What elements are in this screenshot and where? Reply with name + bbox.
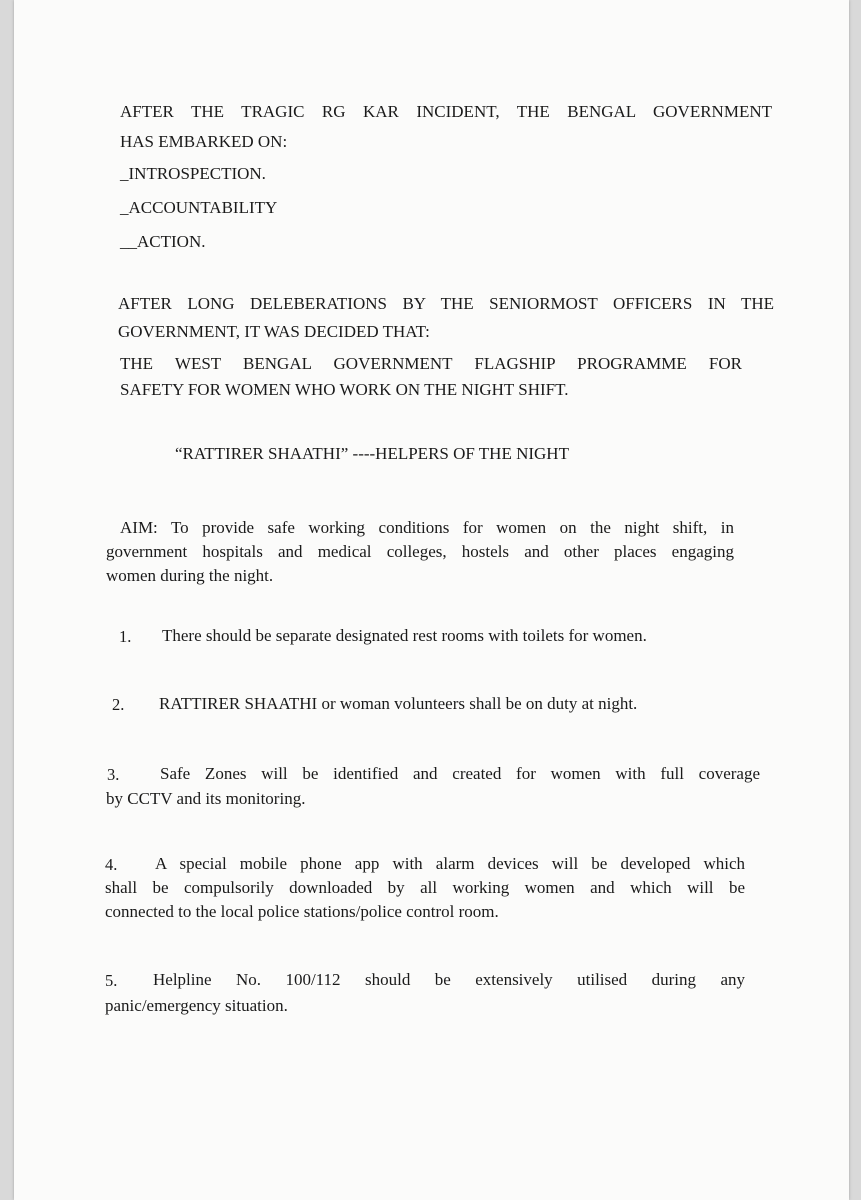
aim-line-3: women during the night. [106, 566, 274, 585]
point-1-text: There should be separate designated rest rooms with toilets for women. [162, 626, 647, 645]
point-5-number: 5. [105, 971, 118, 990]
step-introspection: _INTROSPECTION. [120, 164, 266, 183]
point-2-number: 2. [112, 695, 125, 714]
aim-line-2: government hospitals and medical colleges, hostels and other places engaging [106, 542, 734, 561]
point-2-text: RATTIRER SHAATHI or woman volunteers shall be on duty at night. [159, 694, 638, 713]
point-4-line-3: connected to the local police stations/police control room. [105, 902, 499, 921]
point-5-line-1: Helpline No. 100/112 should be extensively utilised during any [153, 970, 745, 989]
point-1-number: 1. [119, 627, 132, 646]
decision-line-2: GOVERNMENT, IT WAS DECIDED THAT: [118, 322, 430, 341]
intro-line-2: HAS EMBARKED ON: [120, 132, 288, 151]
programme-line-2: SAFETY FOR WOMEN WHO WORK ON THE NIGHT SHIFT. [120, 380, 569, 399]
document-page [14, 0, 849, 1200]
point-3-line-1: Safe Zones will be identified and created for women with full coverage [160, 764, 760, 783]
point-3-number: 3. [107, 765, 120, 784]
step-action: __ACTION. [120, 232, 206, 251]
point-4-line-1: A special mobile phone app with alarm devices will be developed which [155, 854, 745, 873]
point-5-line-2: panic/emergency situation. [105, 996, 288, 1015]
programme-title: “RATTIRER SHAATHI” ----HELPERS OF THE NIGHT [175, 444, 569, 463]
point-4-line-2: shall be compulsorily downloaded by all working women and which will be [105, 878, 745, 897]
aim-line-1: AIM: To provide safe working conditions for women on the night shift, in [120, 518, 734, 537]
programme-line-1: THE WEST BENGAL GOVERNMENT FLAGSHIP PROGRAMME FOR [120, 354, 742, 373]
intro-line-1: AFTER THE TRAGIC RG KAR INCIDENT, THE BENGAL GOVERNMENT [120, 102, 772, 121]
decision-line-1: AFTER LONG DELEBERATIONS BY THE SENIORMOST OFFICERS IN THE [118, 294, 774, 313]
point-3-line-2: by CCTV and its monitoring. [106, 789, 306, 808]
step-accountability: _ACCOUNTABILITY [120, 198, 278, 217]
point-4-number: 4. [105, 855, 118, 874]
